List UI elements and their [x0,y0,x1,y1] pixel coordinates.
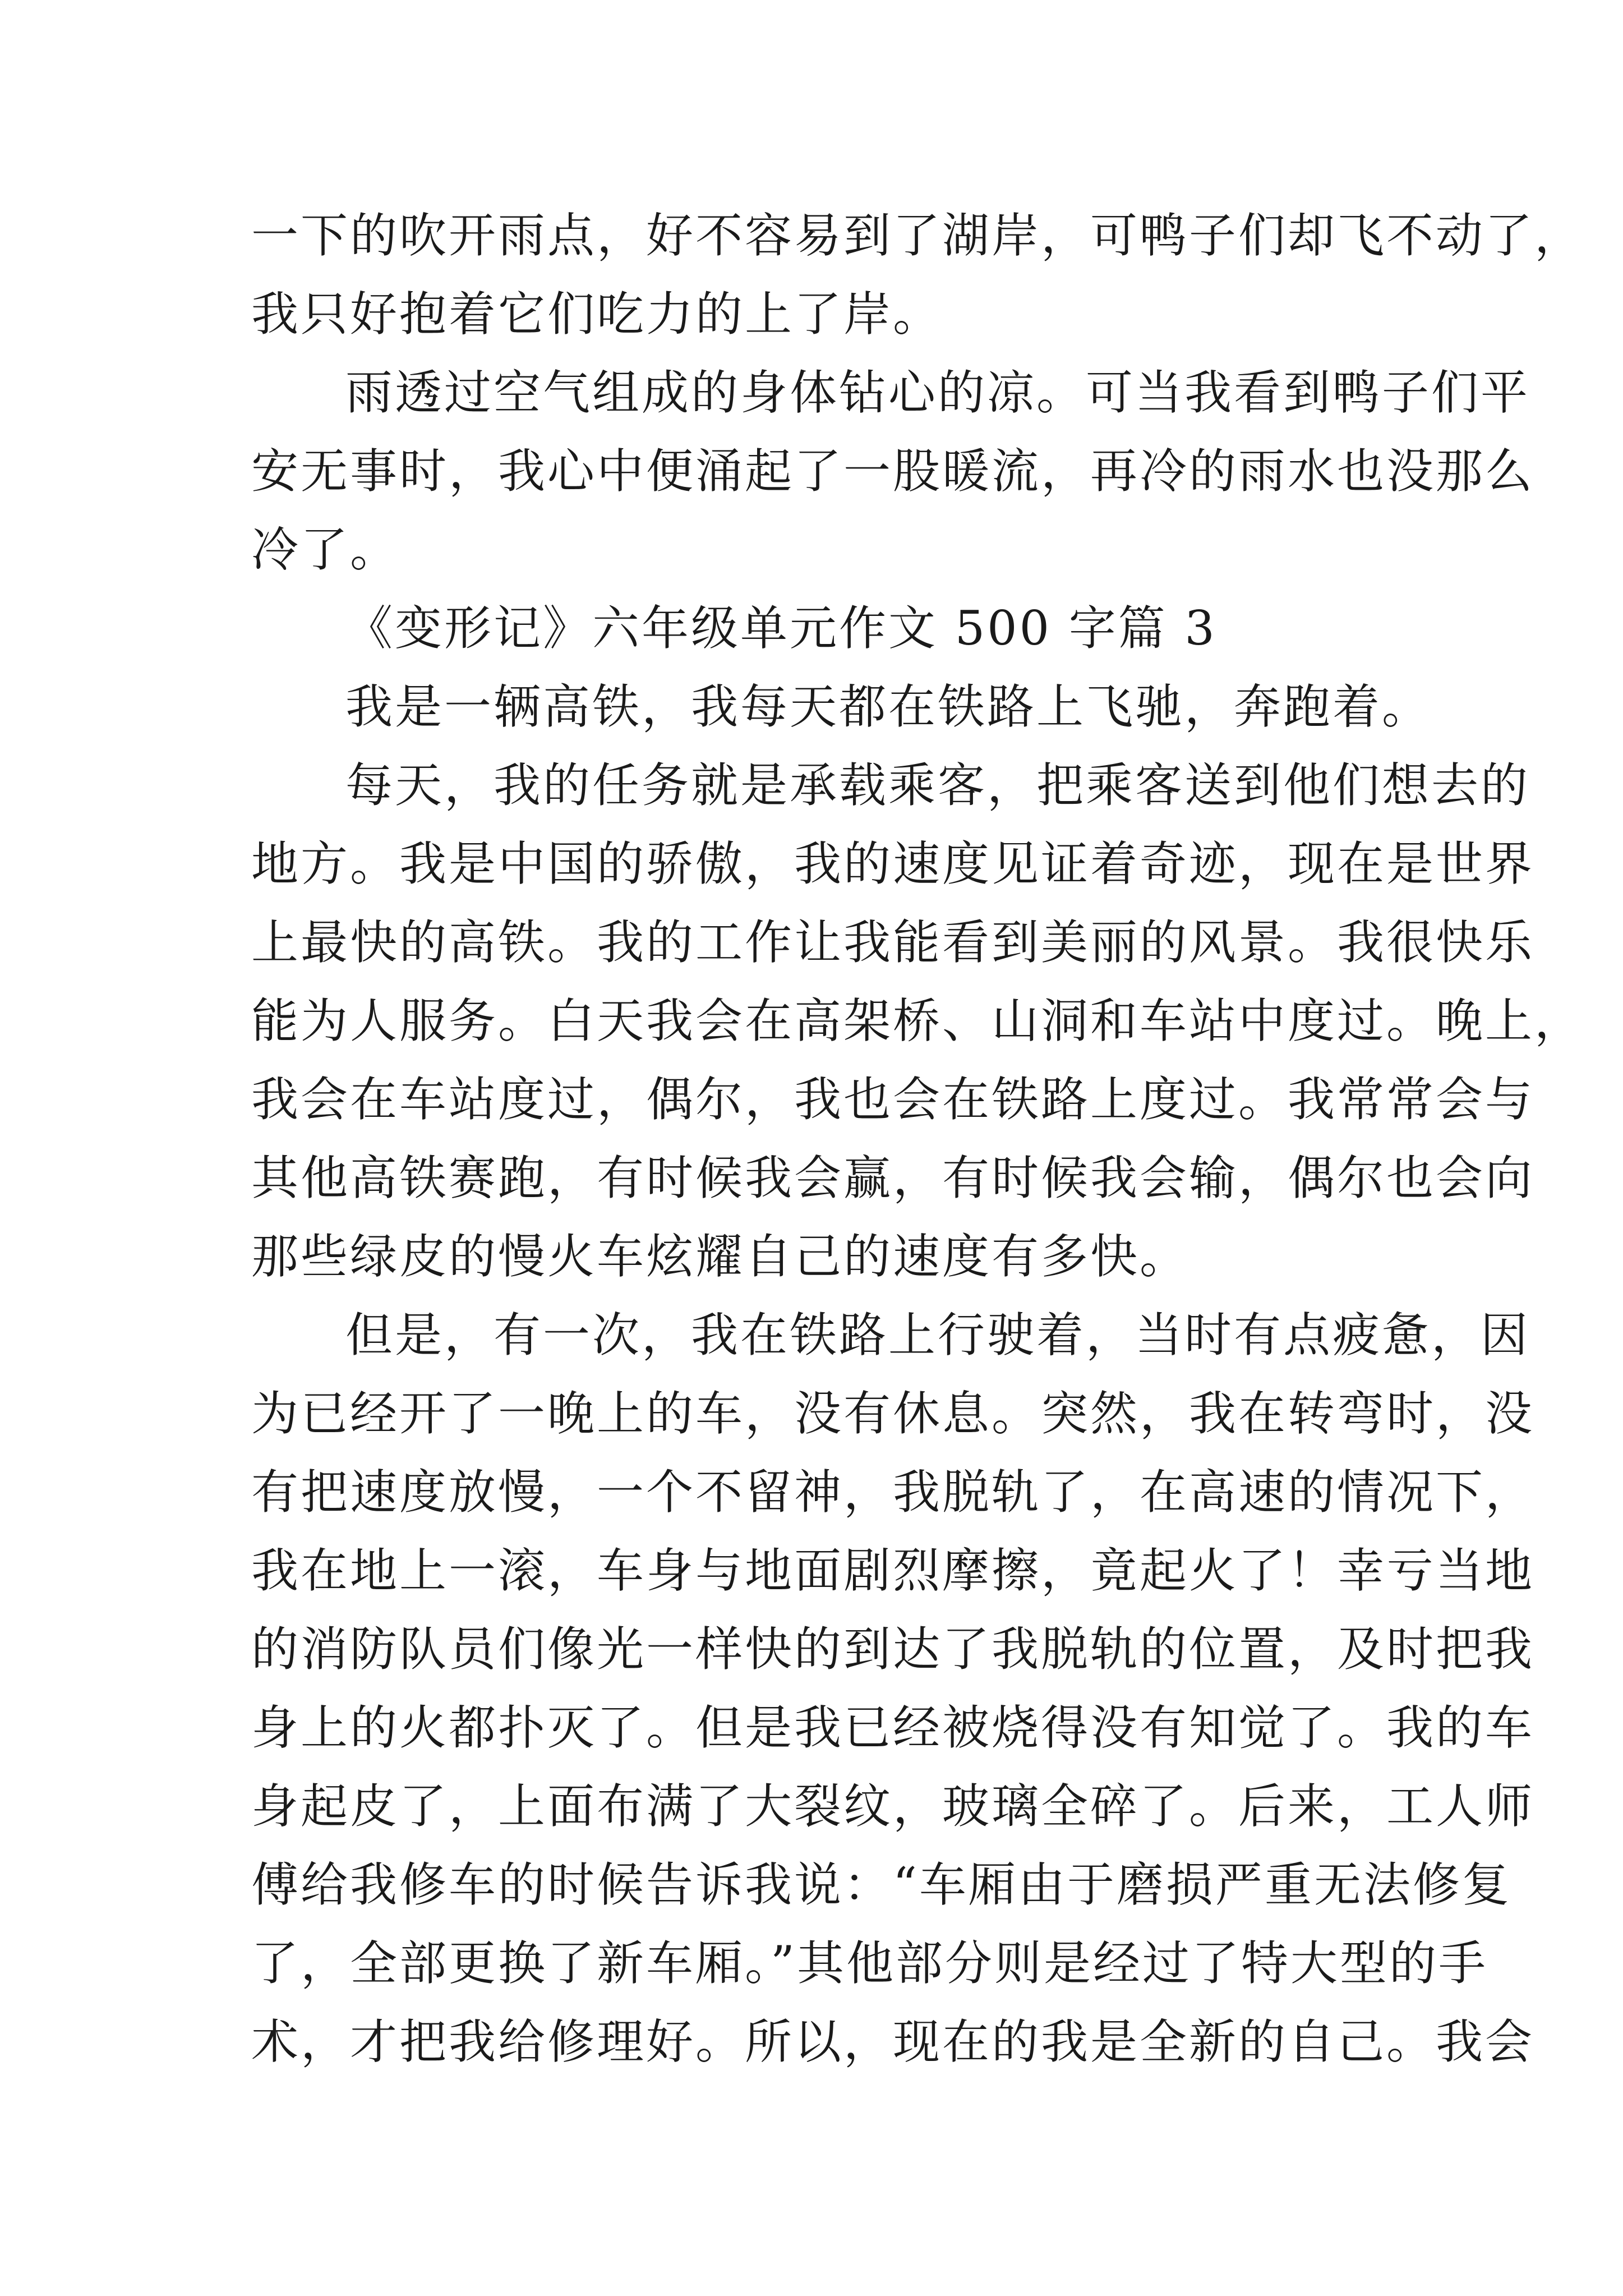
section-heading: 《变形记》六年级单元作文 500 字篇 3 [345,601,1217,656]
text-line: 我是一辆高铁，我每天都在铁路上飞驰，奔跑着。 [345,679,1432,734]
body-text [251,196,1584,2081]
text-line: 那些绿皮的慢火车炫耀自己的速度有多快。 [251,1229,1189,1284]
text-line: 但是，有一次，我在铁路上行驶着，当时有点疲惫，因 [345,1308,1530,1363]
text-line: 的消防队员们像光一样快的到达了我脱轨的位置，及时把我 [251,1622,1535,1677]
text-line: 术，才把我给修理好。所以，现在的我是全新的自己。我会 [251,2014,1535,2069]
text-line: 我会在车站度过，偶尔，我也会在铁路上度过。我常常会与 [251,1072,1535,1127]
text-line: 我在地上一滚，车身与地面剧烈摩擦，竟起火了！幸亏当地 [251,1543,1535,1598]
text-line: 我只好抱着它们吃力的上了岸。 [251,287,943,342]
text-line: 上最快的高铁。我的工作让我能看到美丽的风景。我很快乐 [251,915,1535,970]
text-line: 身起皮了，上面布满了大裂纹，玻璃全碎了。后来，工人师 [251,1779,1535,1834]
text-line: 为已经开了一晚上的车，没有休息。突然，我在转弯时，没 [251,1386,1535,1441]
text-line: 傅给我修车的时候告诉我说：“车厢由于磨损严重无法修复 [251,1857,1511,1912]
text-line: 身上的火都扑灭了。但是我已经被烧得没有知觉了。我的车 [251,1700,1535,1755]
text-line: 每天，我的任务就是承载乘客，把乘客送到他们想去的 [345,758,1530,813]
text-line: 其他高铁赛跑，有时候我会赢，有时候我会输，偶尔也会向 [251,1151,1535,1205]
text-line: 地方。我是中国的骄傲，我的速度见证着奇迹，现在是世界 [251,836,1535,891]
text-line: 了，全部更换了新车厢。”其他部分则是经过了特大型的手 [251,1936,1488,1991]
text-line: 能为人服务。白天我会在高架桥、山洞和车站中度过。晚上， [251,993,1584,1048]
text-line: 有把速度放慢，一个不留神，我脱轨了，在高速的情况下， [251,1465,1535,1520]
text-line: 雨透过空气组成的身体钻心的凉。可当我看到鸭子们平 [345,365,1530,420]
text-line: 一下的吹开雨点，好不容易到了湖岸，可鸭子们却飞不动了， [251,208,1584,263]
text-line: 冷了。 [251,522,400,577]
text-line: 安无事时，我心中便涌起了一股暖流，再冷的雨水也没那么 [251,444,1535,499]
